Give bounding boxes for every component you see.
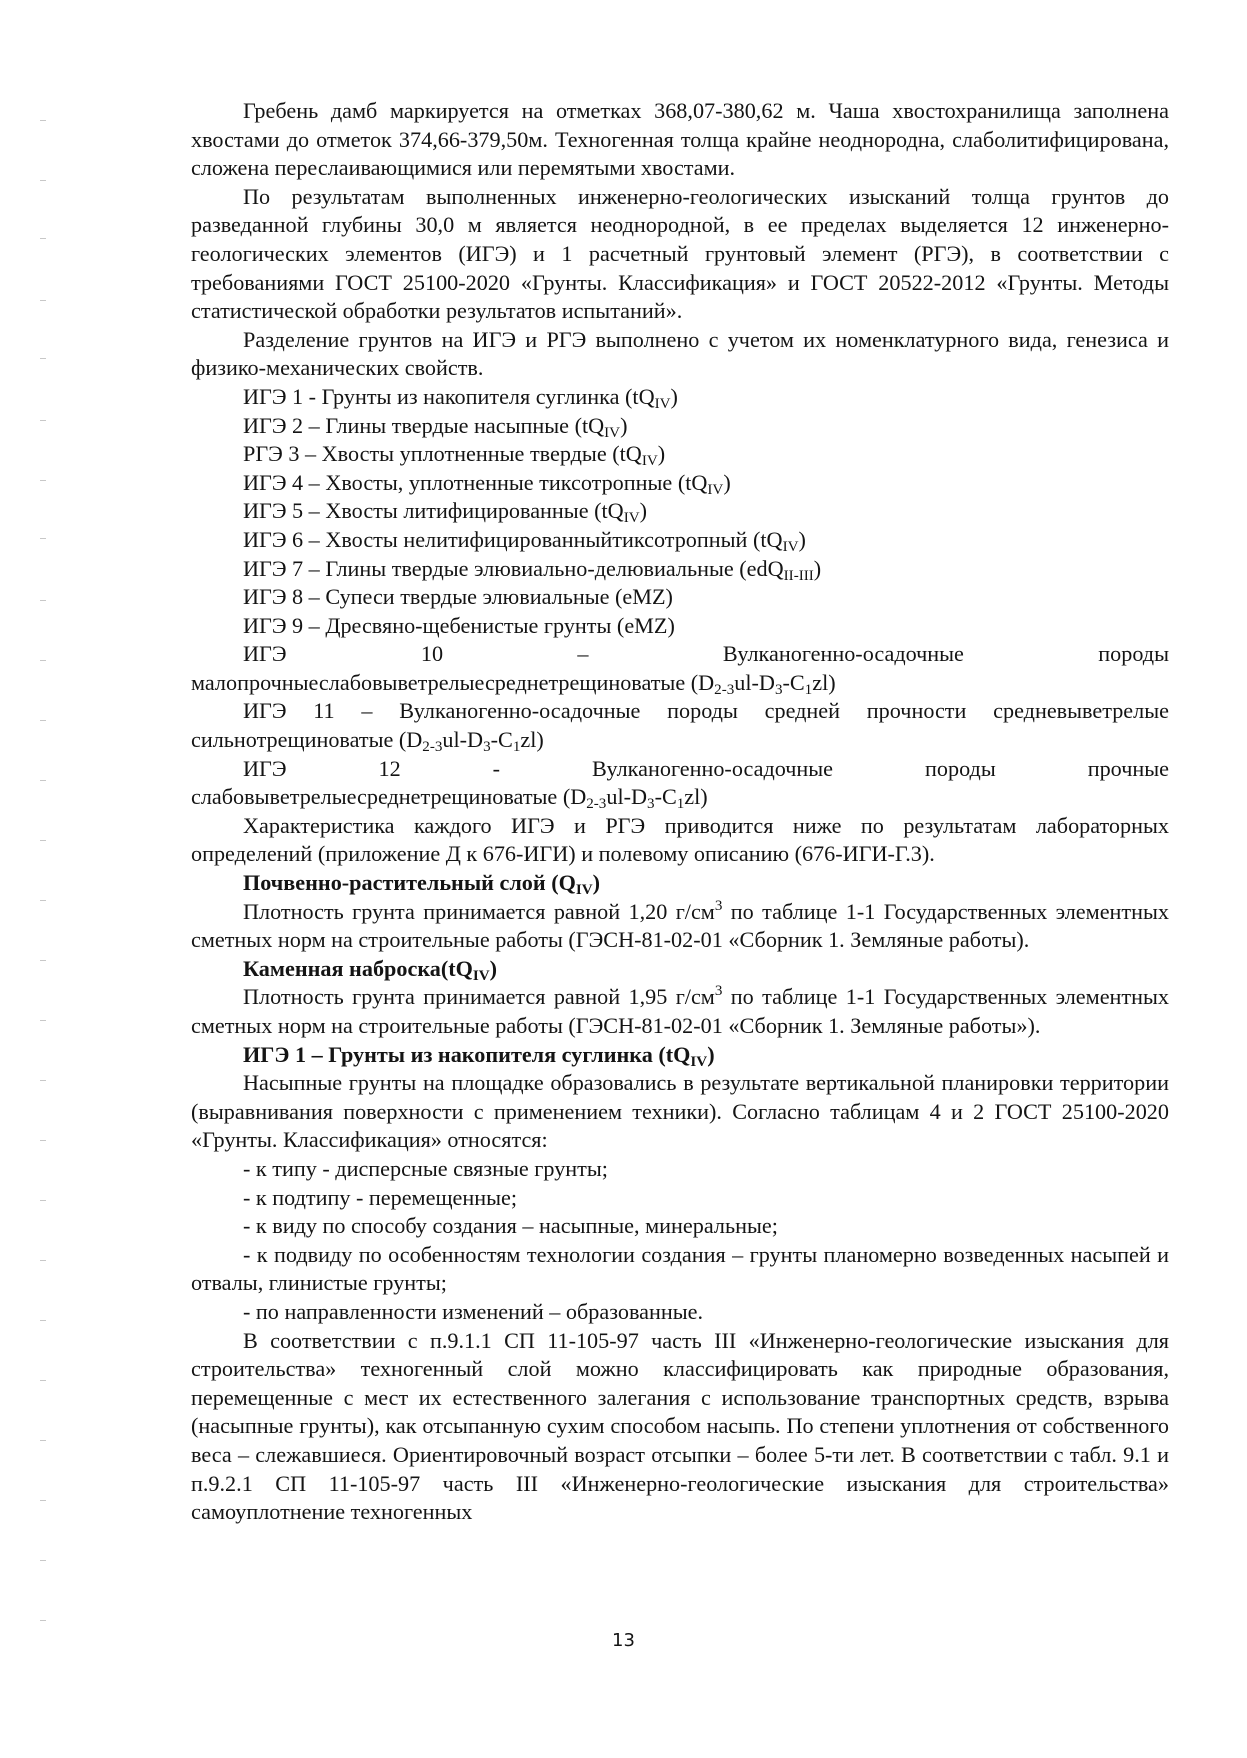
- word: -: [492, 755, 501, 781]
- paragraph-stone-density: Плотность грунта принимается равной 1,95 $г/см^3$ по таблице 1-1 Государственных элементных сметных норм на строительные работы (ГЭСН-81-02-01 «Сборник 1. Земляные работы»).: [191, 983, 1169, 1038]
- paragraph-survey-results: По результатам выполненных инженерно-геологических изысканий толща грунтов до разведанной глубины 30,0 м является неоднородной, в ее пределах выделяется 12 инженерно-геологических элементов (ИГЭ) и 1 расчетный грунтовый элемент (РГЭ), в соответствии с требованиями ГОСТ 25100-2020 «Грунты. Классификация» и ГОСТ 20522-2012 «Грунты. Методы статистической обработки результатов испытаний».: [191, 183, 1169, 324]
- paragraph-dam-crest: Гребень дамб маркируется на отметках 368,07-380,62 м. Чаша хвостохранилища заполнена хвостами до отметок 374,66-379,50м. Техногенная толща крайне неоднородна, слаболитифицирована, сложена переслаивающимися или перемятыми хвостами.: [191, 98, 1169, 181]
- list-item-ige-4: ИГЭ 4 – Хвосты, уплотненные тиксотропные $(tQ_{IV})$: [243, 469, 731, 498]
- list-item-ige-12-line: [191, 755, 1169, 784]
- paragraph-soil-density: Плотность грунта принимается равной 1,20 $г/см^3$ по таблице 1-1 Государственных элементных сметных норм на строительные работы (ГЭСН-81-02-01 «Сборник 1. Земляные работы).: [191, 897, 1169, 953]
- paragraph-classification: В соответствии с п.9.1.1 СП 11-105-97 часть III «Инженерно-геологические изыскания для строительства» техногенный слой можно классифицировать как природные образования, перемещенные с мест их естественного залегания с использование транспортных средств, взрыва (насыпные грунты), как отсыпанную сухим способом насыпь. По степени уплотнения от собственного веса – слежавшиеся. Ориентировочный возраст отсыпки – более 5-ти лет. В соответствии с табл. 9.1 и п.9.2.1 СП 11-105-97 часть III «Инженерно-геологические изыскания для строительства» самоуплотнение техногенных: [191, 1327, 1169, 1525]
- word: –: [577, 641, 589, 667]
- list-item-direction: - по направленности изменений – образованные.: [243, 1298, 704, 1324]
- list-item-subkind: - к подвиду по особенностям технологии создания – грунты планомерно возведенных насыпей и отвалы, глинистые грунты;: [191, 1241, 1169, 1296]
- list-item-ige-11: ИГЭ 11 – Вулканогенно-осадочные породы средней прочности средневыветрелые сильнотрещиноватые $(D_{2-3}ul-D_3-C_1zl)$: [191, 698, 1169, 756]
- word: прочные: [1087, 755, 1169, 781]
- heading-soil-layer: Почвенно-растительный слой $(Q_{IV})$: [243, 870, 601, 899]
- word: породы: [1098, 641, 1169, 667]
- word: 12: [378, 755, 401, 781]
- list-item-ige-12-cont: слабовыветрелыесреднетрещиноватые $(D_{2-3}ul-D_3-C_1zl)$: [191, 784, 708, 813]
- list-item-ige-7: ИГЭ 7 – Глины твердые элювиально-делювиальные (edQ$_{II-III}$): [243, 555, 822, 584]
- list-item-ige-1: ИГЭ 1 - Грунты из накопителя суглинка $(tQ_{IV})$: [243, 383, 678, 412]
- paragraph-fill-soils: Насыпные грунты на площадке образовались в результате вертикальной планировки территории (выравнивания поверхности с применением техники). Согласно таблицам 4 и 2 ГОСТ 25100-2020 «Грунты. Классификация» относятся:: [191, 1070, 1169, 1153]
- list-item-ige-6: ИГЭ 6 – Хвосты нелитифицированныйтиксотропный $(tQ_{IV})$: [243, 526, 806, 555]
- word: 10: [420, 641, 444, 667]
- list-item-ige-2: ИГЭ 2 – Глины твердые насыпные $(tQ_{IV})$: [243, 412, 628, 441]
- document-body: [191, 97, 1169, 1527]
- list-item-subtype: - к подтипу - перемещенные;: [243, 1184, 518, 1210]
- word: ИГЭ: [243, 641, 287, 667]
- word: ИГЭ: [243, 755, 287, 781]
- list-item-ige-10-line: [191, 640, 1169, 669]
- word: Вулканогенно-осадочные: [722, 641, 964, 667]
- list-item-rge-3: РГЭ 3 – Хвосты уплотненные твердые $(tQ_{IV})$: [243, 441, 666, 470]
- list-item-type: - к типу - дисперсные связные грунты;: [243, 1155, 608, 1181]
- heading-stone-fill: Каменная $наброска(tQ_{IV})$: [243, 955, 498, 984]
- list-item-ige-8: ИГЭ 8 – Супеси твердые элювиальные (eMZ): [243, 584, 673, 610]
- page-number: 13: [612, 1630, 635, 1651]
- word: Вулканогенно-осадочные: [591, 755, 834, 781]
- paragraph-characteristics: Характеристика каждого ИГЭ и РГЭ приводится ниже по результатам лабораторных определений (приложение Д к 676-ИГИ) и полевому описанию (676-ИГИ-Г.3).: [191, 812, 1169, 867]
- scan-margin-marks: [40, 120, 56, 1680]
- paragraph-separation: Разделение грунтов на ИГЭ и РГЭ выполнено с учетом их номенклатурного вида, генезиса и физико-механических свойств.: [191, 326, 1169, 381]
- list-item-ige-5: ИГЭ 5 – Хвосты литифицированные $(tQ_{IV})$: [243, 498, 647, 527]
- word: породы: [925, 755, 996, 781]
- heading-ige-1: ИГЭ 1 – Грунты из накопителя суглинка $(tQ_{IV})$: [243, 1041, 715, 1070]
- list-item-ige-9: ИГЭ 9 – Дресвяно-щебенистые грунты (eMZ): [243, 612, 675, 638]
- list-item-kind: - к виду по способу создания – насыпные, минеральные;: [243, 1213, 778, 1239]
- list-item-ige-10-cont: малопрочныеслабовыветрелыесреднетрещиноватые $(D_{2-3}ul-D_3-C_1zl)$: [191, 669, 836, 698]
